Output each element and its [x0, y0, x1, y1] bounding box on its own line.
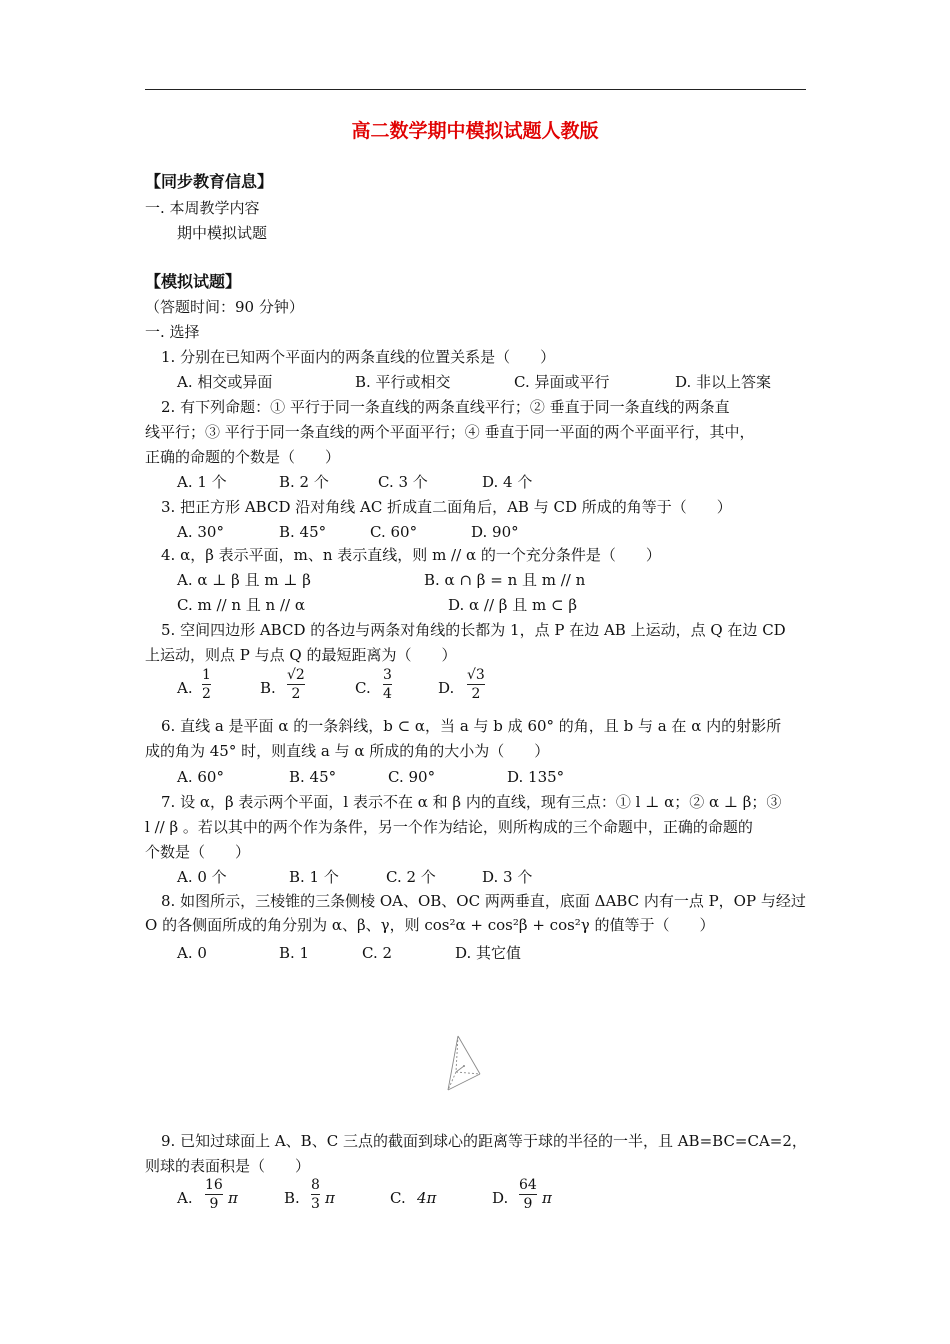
question-3: 3. 把正方形 ABCD 沿对角线 AC 折成直二面角后，AB 与 CD 所成的角等于（ ） — [161, 498, 732, 516]
document-title: 高二数学期中模拟试题人教版 — [351, 120, 599, 142]
q7-option-c: C. 2 个 — [386, 868, 436, 886]
q6-option-a: A. 60° — [177, 768, 224, 786]
q9-a-denominator: 9 — [209, 1196, 219, 1212]
q5-option-c-label: C. — [355, 679, 371, 697]
q3-option-c: C. 60° — [370, 523, 418, 541]
q5-option-a-label: A. — [177, 679, 193, 697]
q3-option-a: A. 30° — [177, 523, 224, 541]
question-9-line-2: 则球的表面积是（ ） — [145, 1157, 311, 1175]
question-7-line-3: 个数是（ ） — [145, 843, 251, 861]
question-5-line-1: 5. 空间四边形 ABCD 的各边与两条对角线的长都为 1，点 P 在边 AB 上运动，点 Q 在边 CD — [161, 621, 786, 639]
info-item-1: 一. 本周教学内容 — [145, 199, 260, 217]
q5-d-numerator: √3 — [467, 667, 485, 683]
q9-option-c-value: 4π — [417, 1189, 437, 1207]
q1-option-d: D. 非以上答案 — [675, 373, 772, 391]
q7-option-a: A. 0 个 — [177, 868, 227, 886]
q5-option-b-label: B. — [260, 679, 276, 697]
q6-option-c: C. 90° — [388, 768, 436, 786]
q6-option-d: D. 135° — [507, 768, 565, 786]
info-item-1-content: 期中模拟试题 — [177, 224, 268, 242]
q5-option-b-fraction — [287, 667, 305, 702]
q9-b-numerator: 8 — [311, 1177, 320, 1193]
top-rule — [145, 89, 806, 90]
question-5-line-2: 上运动，则点 P 与点 Q 的最短距离为（ ） — [145, 646, 457, 664]
q2-option-b: B. 2 个 — [279, 473, 329, 491]
q1-option-c: C. 异面或平行 — [514, 373, 610, 391]
question-7-line-1: 7. 设 α，β 表示两个平面，l 表示不在 α 和 β 内的直线，现有三点：① l ⊥ α；② α ⊥ β；③ — [161, 793, 782, 811]
exam-time: （答题时间：90 分钟） — [145, 298, 304, 316]
question-7-line-2: l // β 。若以其中的两个作为条件，另一个作为结论，则所构成的三个命题中，正确的命题的 — [145, 818, 753, 836]
q1-option-a: A. 相交或异面 — [177, 373, 273, 391]
q5-b-numerator: √2 — [287, 667, 305, 683]
info-heading: 【同步教育信息】 — [145, 172, 274, 191]
q8-option-c: C. 2 — [362, 944, 393, 962]
q5-c-numerator: 3 — [383, 667, 392, 683]
q5-a-numerator: 1 — [202, 667, 211, 683]
q5-c-denominator: 4 — [383, 686, 392, 702]
q4-option-a: A. α ⊥ β 且 m ⊥ β — [177, 571, 311, 589]
question-1: 1. 分别在已知两个平面内的两条直线的位置关系是（ ） — [161, 348, 556, 366]
question-6-line-1: 6. 直线 a 是平面 α 的一条斜线，b ⊂ α，当 a 与 b 成 60° 的角，且 b 与 a 在 α 内的射影所 — [161, 717, 782, 735]
q5-b-denominator: 2 — [291, 686, 301, 702]
q4-option-c: C. m // n 且 n // α — [177, 596, 305, 614]
question-2-line-3: 正确的命题的个数是（ ） — [145, 448, 341, 466]
q9-d-denominator: 9 — [523, 1196, 533, 1212]
q4-option-d: D. α // β 且 m ⊂ β — [448, 596, 578, 614]
question-4: 4. α，β 表示平面，m、n 表示直线，则 m // α 的一个充分条件是（ ） — [161, 546, 661, 564]
q8-option-a: A. 0 — [177, 944, 207, 962]
q9-option-a-pi: π — [228, 1189, 238, 1207]
q9-option-c-label: C. — [390, 1189, 406, 1207]
question-2-line-2: 线平行；③ 平行于同一条直线的两个平面平行；④ 垂直于同一平面的两个平面平行，其中， — [145, 423, 755, 441]
section-choice: 一. 选择 — [145, 323, 200, 341]
question-8-line-2: O 的各侧面所成的角分别为 α、β、γ，则 cos²α + cos²β + cos²γ 的值等于（ ） — [145, 916, 715, 934]
q5-a-denominator: 2 — [202, 686, 211, 702]
q9-option-d-pi: π — [542, 1189, 552, 1207]
tetrahedron-figure — [440, 1030, 490, 1096]
question-8-line-1: 8. 如图所示，三棱锥的三条侧棱 OA、OB、OC 两两垂直，底面 ΔABC 内有一点 P，OP 与经过 — [161, 892, 806, 910]
q9-b-denominator: 3 — [311, 1196, 320, 1212]
exam-heading: 【模拟试题】 — [145, 272, 242, 291]
q5-option-a-fraction — [202, 667, 211, 702]
q9-option-d-fraction — [519, 1177, 537, 1212]
q1-option-b: B. 平行或相交 — [355, 373, 451, 391]
q2-option-a: A. 1 个 — [177, 473, 227, 491]
question-2-line-1: 2. 有下列命题：① 平行于同一条直线的两条直线平行；② 垂直于同一条直线的两条直 — [161, 398, 730, 416]
question-6-line-2: 成的角为 45° 时，则直线 a 与 α 所成的角的大小为（ ） — [145, 742, 550, 760]
question-9-line-1: 9. 已知过球面上 A、B、C 三点的截面到球心的距离等于球的半径的一半，且 AB=BC=CA=2， — [161, 1132, 807, 1150]
q5-option-d-label: D. — [438, 679, 455, 697]
q7-option-d: D. 3 个 — [482, 868, 533, 886]
q5-d-denominator: 2 — [471, 686, 481, 702]
q2-option-c: C. 3 个 — [378, 473, 428, 491]
q5-option-c-fraction — [383, 667, 392, 702]
q9-option-b-label: B. — [284, 1189, 300, 1207]
q6-option-b: B. 45° — [289, 768, 337, 786]
q3-option-b: B. 45° — [279, 523, 327, 541]
q5-option-d-fraction — [467, 667, 485, 702]
q8-option-b: B. 1 — [279, 944, 310, 962]
q9-option-a-label: A. — [177, 1189, 193, 1207]
q8-option-d: D. 其它值 — [455, 944, 522, 962]
q4-option-b: B. α ∩ β = n 且 m // n — [424, 571, 586, 589]
q9-option-b-pi: π — [325, 1189, 335, 1207]
q9-a-numerator: 16 — [205, 1177, 223, 1193]
q7-option-b: B. 1 个 — [289, 868, 339, 886]
q9-d-numerator: 64 — [519, 1177, 537, 1193]
q2-option-d: D. 4 个 — [482, 473, 533, 491]
q3-option-d: D. 90° — [471, 523, 519, 541]
q9-option-d-label: D. — [492, 1189, 509, 1207]
q9-option-a-fraction — [205, 1177, 223, 1212]
q9-option-b-fraction — [311, 1177, 320, 1212]
